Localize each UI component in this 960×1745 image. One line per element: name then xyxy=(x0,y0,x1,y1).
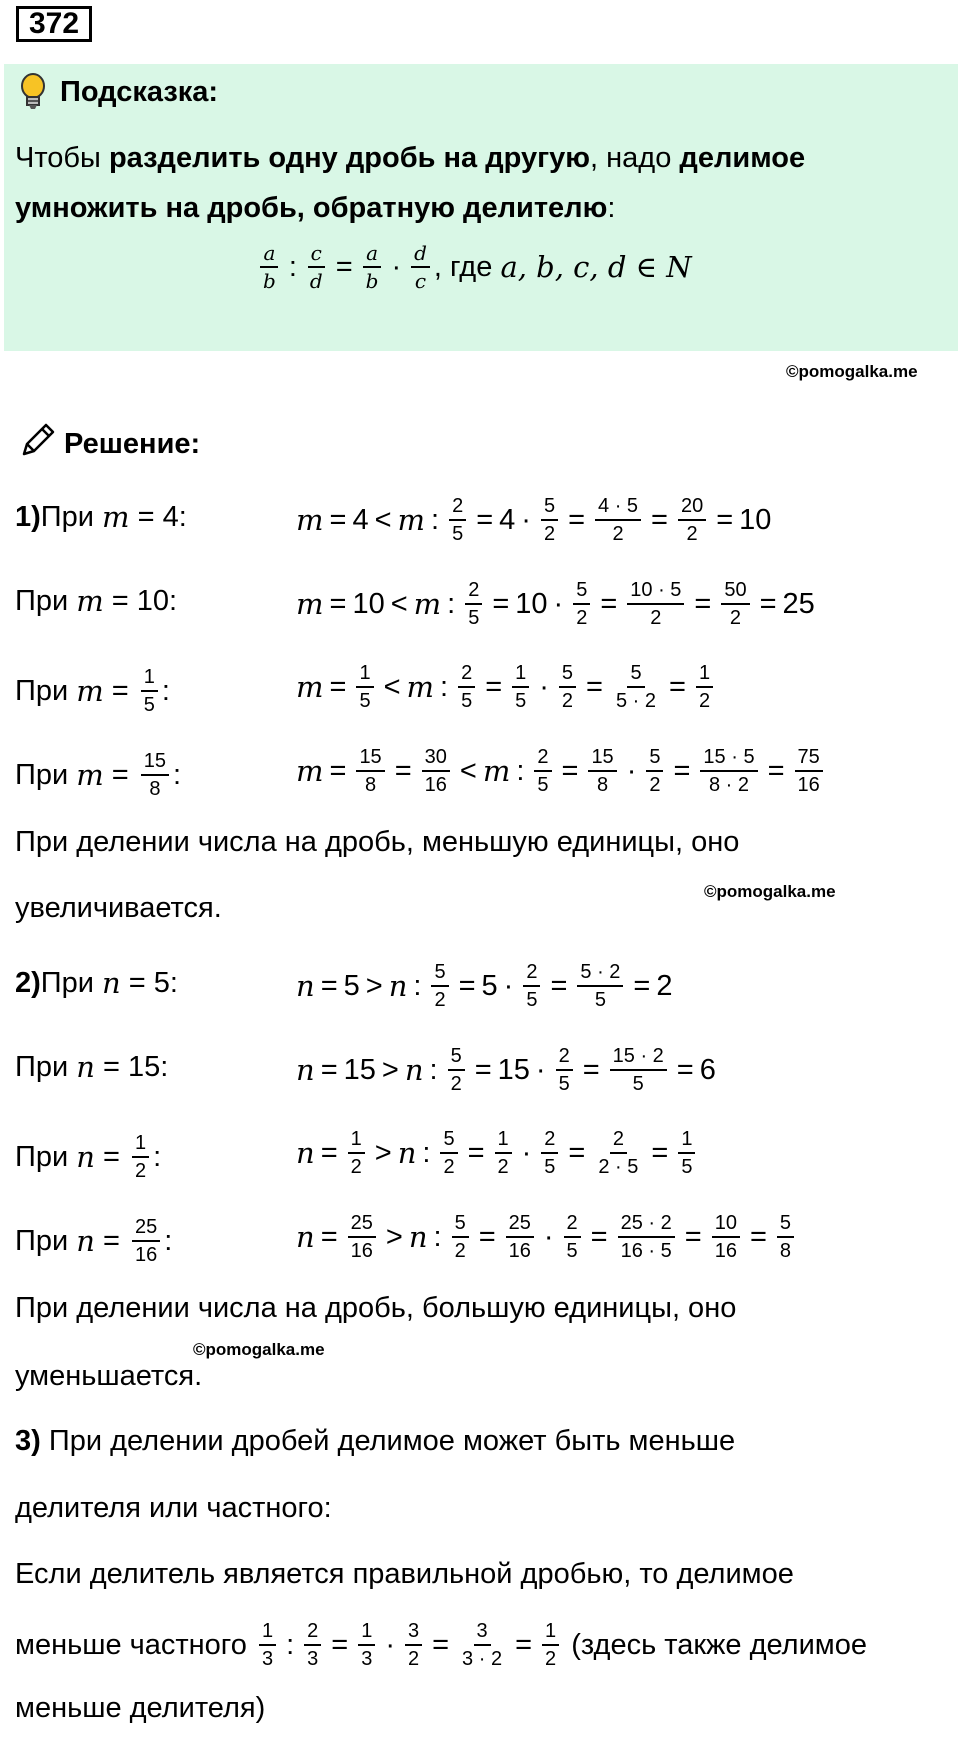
watermark: ©pomogalka.me xyxy=(786,362,918,381)
p2-label-1: 2) При n = 5: xyxy=(15,966,178,1000)
p1-expr-4: m = $\frac{15}{8}$ = $\frac{30}{16}$ < m : $\frac{2}{5}$ = $\frac{15}{8}$ · $\frac{5}{2}$ = $\frac{15 \cdot 5}{8 \cdot 2}$ = $\frac{75}{16}$ xyxy=(296,746,827,796)
hint-title: Подсказка: xyxy=(60,76,219,108)
p2-expr-3: n = $\frac{1}{2}$ > n : $\frac{5}{2}$ = $\frac{1}{2}$ · $\frac{2}{5}$ = $\frac{2}{2 \cdot 5}$ = $\frac{1}{5}$ xyxy=(296,1128,699,1178)
p1-conclusion-2: увеличивается. xyxy=(15,892,222,924)
p1-label-1: 1) При m = 4: xyxy=(15,500,187,534)
p2-expr-2: n = 15 > n : $\frac{5}{2}$ = 15 · $\frac{2}{5}$ = $\frac{15 \cdot 2}{5}$ = 6 xyxy=(296,1045,716,1095)
hint-text: , надо xyxy=(590,142,680,174)
p1-conclusion-1: При делении числа на дробь, меньшую единицы, оно xyxy=(15,826,740,858)
p3-line-1 xyxy=(15,1425,735,1458)
p1-expr-3: m = $\frac{1}{5}$ < m : $\frac{2}{5}$ = $\frac{1}{5}$ · $\frac{5}{2}$ = $\frac{5}{5 \cdot 2}$ = $\frac{1}{2}$ xyxy=(296,662,717,712)
hint-formula: $\frac{a}{b}$ : $\frac{c}{d}$ = $\frac{a}{b}$ · $\frac{d}{c}$ , где a, b, c, d ∈ N xyxy=(256,242,692,292)
hint-bold: делимое xyxy=(679,142,806,174)
p3-line-2: делителя или частного: xyxy=(15,1492,332,1524)
p1-expr-1: m = 4 < m : $\frac{2}{5}$ = 4 · $\frac{5}{2}$ = $\frac{4 \cdot 5}{2}$ = $\frac{20}{2}$ = 10 xyxy=(296,495,772,545)
p2-expr-1: n = 5 > n : $\frac{5}{2}$ = 5 · $\frac{2}{5}$ = $\frac{5 \cdot 2}{5}$ = 2 xyxy=(296,961,673,1011)
label-text: При xyxy=(15,1140,69,1173)
p3-text: (здесь также делимое xyxy=(571,1628,867,1661)
hint-bold: умножить на дробь, обратную делителю xyxy=(15,192,608,224)
hint-text: Чтобы xyxy=(15,142,109,174)
p1-label-4: При m = $\frac{15}{8}$ : xyxy=(15,750,182,800)
label-text: При xyxy=(40,966,94,999)
p2-expr-4: n = $\frac{25}{16}$ > n : $\frac{5}{2}$ = $\frac{25}{16}$ · $\frac{2}{5}$ = $\frac{25 \cdot 2}{16 \cdot 5}$ = $\frac{10}{16}$ = $\frac{5}{8}$ xyxy=(296,1212,798,1262)
pencil-icon xyxy=(18,422,56,460)
hint-bold: разделить одну дробь на другую xyxy=(108,142,591,174)
part-number: 1) xyxy=(15,500,41,533)
formula-vars: a, b, c, d ∈ N xyxy=(500,250,692,284)
p2-conclusion-2: уменьшается. xyxy=(15,1360,203,1392)
part-number: 2) xyxy=(15,966,41,999)
hint-text: : xyxy=(607,192,616,224)
p3-line-3: Если делитель является правильной дробью, то делимое xyxy=(15,1558,794,1590)
p2-conclusion-1: При делении числа на дробь, большую единицы, оно xyxy=(15,1292,737,1324)
label-text: При xyxy=(15,1050,69,1083)
label-text: При xyxy=(15,584,69,617)
label-text: При xyxy=(15,1224,69,1257)
p3-text: При делении дробей делимое может быть меньше xyxy=(48,1425,736,1457)
p1-expr-2: m = 10 < m : $\frac{2}{5}$ = 10 · $\frac{5}{2}$ = $\frac{10 \cdot 5}{2}$ = $\frac{50}{2}$ = 25 xyxy=(296,579,815,629)
task-number: 372 xyxy=(16,6,92,42)
formula-tail: , где xyxy=(433,250,493,283)
p1-label-3: При m = $\frac{1}{5}$ : xyxy=(15,666,170,716)
p2-label-3: При n = $\frac{1}{2}$ : xyxy=(15,1132,162,1182)
label-text: При xyxy=(40,500,94,533)
solution-title: Решение: xyxy=(64,428,201,460)
part-number: 3) xyxy=(15,1425,49,1457)
watermark: ©pomogalka.me xyxy=(193,1340,325,1359)
watermark: ©pomogalka.me xyxy=(704,882,836,901)
label-text: При xyxy=(15,758,69,791)
hint-line-1 xyxy=(15,142,805,175)
p3-line-4: меньше частного $\frac{1}{3}$ : $\frac{2}{3}$ = $\frac{1}{3}$ · $\frac{3}{2}$ = $\frac{3}{3 \cdot 2}$ = $\frac{1}{2}$ (здесь также делимое xyxy=(15,1620,867,1670)
p2-label-2: При n = 15: xyxy=(15,1050,169,1084)
p3-text: меньше частного xyxy=(15,1628,247,1661)
hint-line-2 xyxy=(15,192,615,225)
p1-label-2: При m = 10: xyxy=(15,584,178,618)
label-text: При xyxy=(15,674,69,707)
p2-label-4: При n = $\frac{25}{16}$ : xyxy=(15,1216,173,1266)
p3-line-5: меньше делителя) xyxy=(15,1692,266,1724)
lightbulb-icon xyxy=(18,72,48,112)
